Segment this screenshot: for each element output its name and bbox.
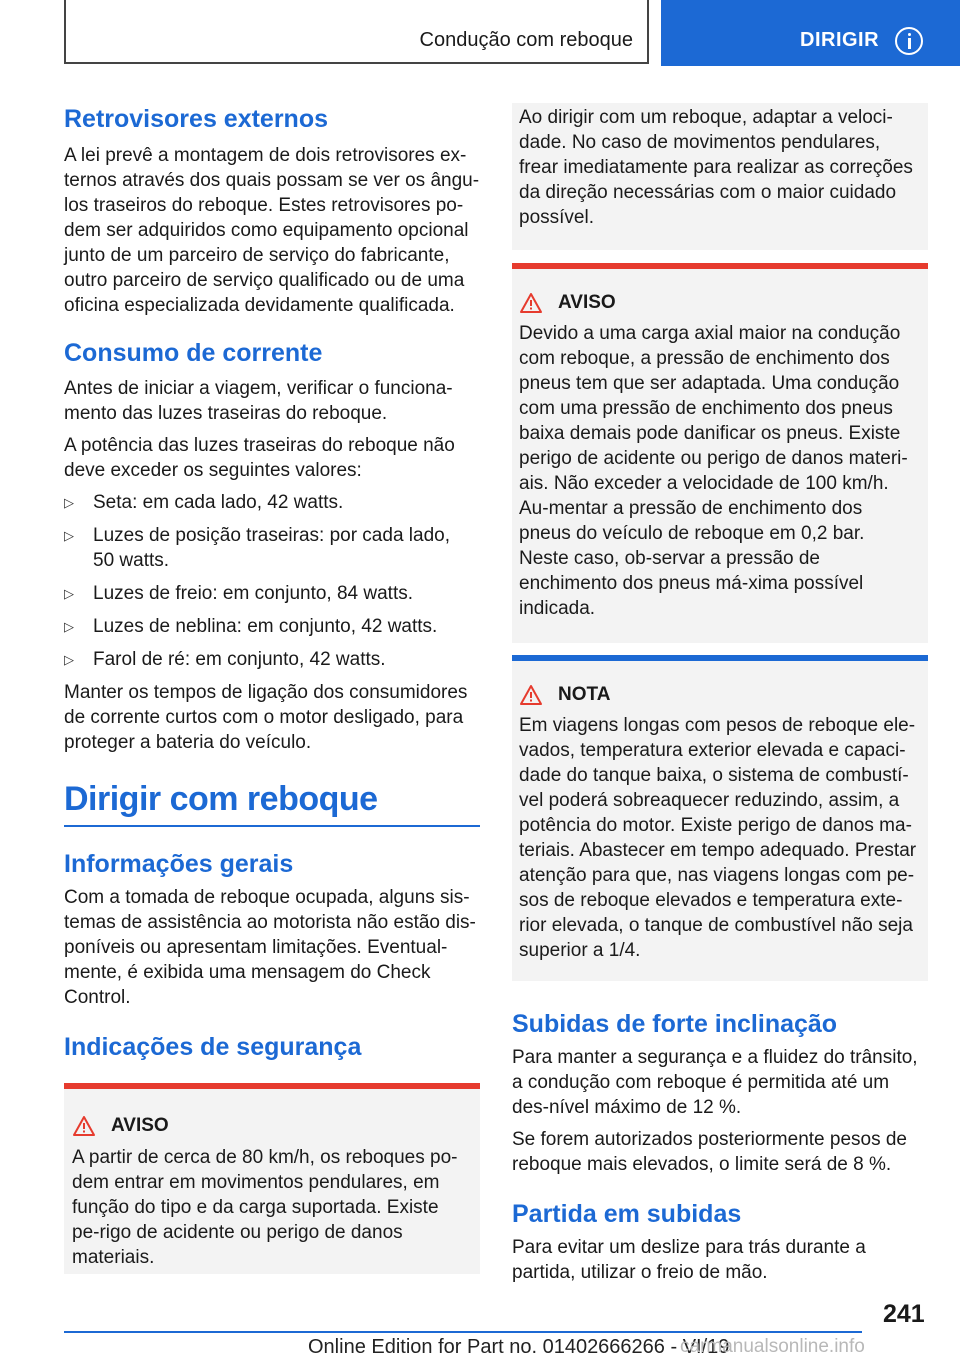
page-number: 241: [883, 1300, 925, 1328]
note-text: Em viagens longas com pesos de reboque ele-vados, temperatura exterior elevada e capaci-dade do tanque baixa, o sistema de combustí-vel poderá sobreaquecer reduzindo, assim, a potência do motor. Existe perigo de danos ma-teriais. Abastecer em tempo adequado. Prestar atenção para que, nas viagens longas com pe-sos de reboque elevados e temperatura exte-rior elevada, o tanque de combustível não seja superior a 1/4.: [519, 715, 917, 961]
heading-retrovisores: Retrovisores externos: [64, 105, 329, 133]
watermark: carmanualsonline.info: [680, 1336, 865, 1357]
chapter-tab-label: DIRIGIR: [800, 29, 880, 51]
info-icon[interactable]: [895, 27, 923, 55]
heading-consumo: Consumo de corrente: [64, 339, 323, 367]
warning-label: AVISO: [111, 1115, 169, 1136]
left-column: [64, 100, 480, 1274]
warning-box-1-continued: [512, 103, 928, 250]
triangle-bullet-icon: ▷: [64, 586, 74, 601]
note-box: [512, 655, 928, 981]
paragraph-subidas-2: Se forem autorizados posteriormente pesos de reboque mais elevados, o limite será de 8 %.: [512, 1129, 907, 1175]
footer-divider: [64, 1331, 862, 1333]
edition-info: Online Edition for Part no. 01402666266 - VI/19: [308, 1336, 730, 1358]
warning-title-row: [519, 290, 918, 315]
warning-text-1: A partir de cerca de 80 km/h, os reboques po-dem entrar em movimentos pendulares, em função do tipo e da carga suportada. Existe pe-rigo de acidente ou perigo de danos materiais.: [72, 1147, 458, 1268]
chapter-title-block: [64, 779, 480, 827]
heading-informacoes: Informações gerais: [64, 850, 294, 878]
paragraph-subidas-1: Para manter a segurança e a fluidez do trânsito, a condução com reboque é permitida até um des-nível máximo de 12 %.: [512, 1047, 918, 1118]
page-header: [0, 0, 960, 66]
list-item-text: Luzes de posição traseiras: por cada lado, 50 watts.: [93, 525, 450, 571]
list-item: [64, 581, 480, 606]
list-item-text: Seta: em cada lado, 42 watts.: [93, 492, 344, 513]
paragraph-retrovisores: A lei prevê a montagem de dois retrovisores ex-ternos através dos quais possam se ver os ângu-los traseiros do reboque. Estes retrovisores po-dem ser adquiridos como equipamento opcional junto de um parceiro de serviço do fabricante, outro parceiro de serviço qualificado ou de uma oficina especializada devidamente qualificada.: [64, 145, 480, 316]
note-label: NOTA: [558, 684, 611, 705]
list-item: [64, 647, 480, 672]
paragraph-consumo-3: Manter os tempos de ligação dos consumidores de corrente curtos com o motor desligado, para proteger a bateria do veículo.: [64, 682, 468, 753]
triangle-bullet-icon: ▷: [64, 495, 74, 510]
warning-title-row: [72, 1113, 466, 1138]
section-header-box: [64, 0, 649, 64]
list-item: [64, 523, 480, 573]
chapter-tab[interactable]: [661, 0, 960, 66]
chapter-title: Dirigir com reboque: [64, 780, 378, 818]
triangle-bullet-icon: ▷: [64, 619, 74, 634]
wattage-list: [64, 490, 480, 672]
paragraph-consumo-1: Antes de iniciar a viagem, verificar o funciona-mento das luzes traseiras do reboque.: [64, 378, 453, 424]
warning-text-1-continued: Ao dirigir com um reboque, adaptar a veloci-dade. No caso de movimentos pendulares, frear imediatamente para realizar as correções da direção necessárias com o maior cuidado possível.: [519, 107, 913, 228]
list-item-text: Luzes de freio: em conjunto, 84 watts.: [93, 583, 414, 604]
note-triangle-icon: [519, 684, 543, 706]
list-item: [64, 490, 480, 515]
warning-text-2: Devido a uma carga axial maior na condução com reboque, a pressão de enchimento dos pneus tem que ser adaptada. Uma condução com uma pressão de enchimento dos pneus baixa demais pode danificar os pneus. Existe perigo de acidente ou perigo de danos materi-ais. Não exceder a velocidade de 100 km/h. Au-mentar a pressão de enchimento dos pneus do veículo de reboque em 0,2 bar. Neste caso, ob-servar a pressão de enchimento dos pneus má-xima possível indicada.: [519, 323, 908, 619]
list-item-text: Farol de ré: em conjunto, 42 watts.: [93, 649, 386, 670]
paragraph-consumo-2: A potência das luzes traseiras do reboque não deve exceder os seguintes valores:: [64, 435, 455, 481]
triangle-bullet-icon: ▷: [64, 528, 74, 543]
right-column: [512, 103, 928, 1285]
triangle-bullet-icon: ▷: [64, 652, 74, 667]
note-title-row: [519, 682, 918, 707]
warning-box-1: [64, 1083, 480, 1274]
heading-subidas: Subidas de forte inclinação: [512, 1010, 838, 1038]
paragraph-informacoes: Com a tomada de reboque ocupada, alguns sis-temas de assistência ao motorista não estão dis-poníveis ou apresentam limitações. Eventual-mente, é exibida uma mensagem do Check Control.: [64, 887, 476, 1008]
list-item: [64, 614, 480, 639]
warning-triangle-icon: [519, 292, 543, 314]
heading-partida: Partida em subidas: [512, 1200, 742, 1228]
section-title: Condução com reboque: [419, 29, 633, 51]
warning-triangle-icon: [72, 1115, 96, 1137]
list-item-text: Luzes de neblina: em conjunto, 42 watts.: [93, 616, 438, 637]
heading-seguranca: Indicações de segurança: [64, 1033, 362, 1061]
warning-box-2: [512, 263, 928, 643]
paragraph-partida: Para evitar um deslize para trás durante a partida, utilizar o freio de mão.: [512, 1237, 866, 1283]
warning-label: AVISO: [558, 292, 616, 313]
